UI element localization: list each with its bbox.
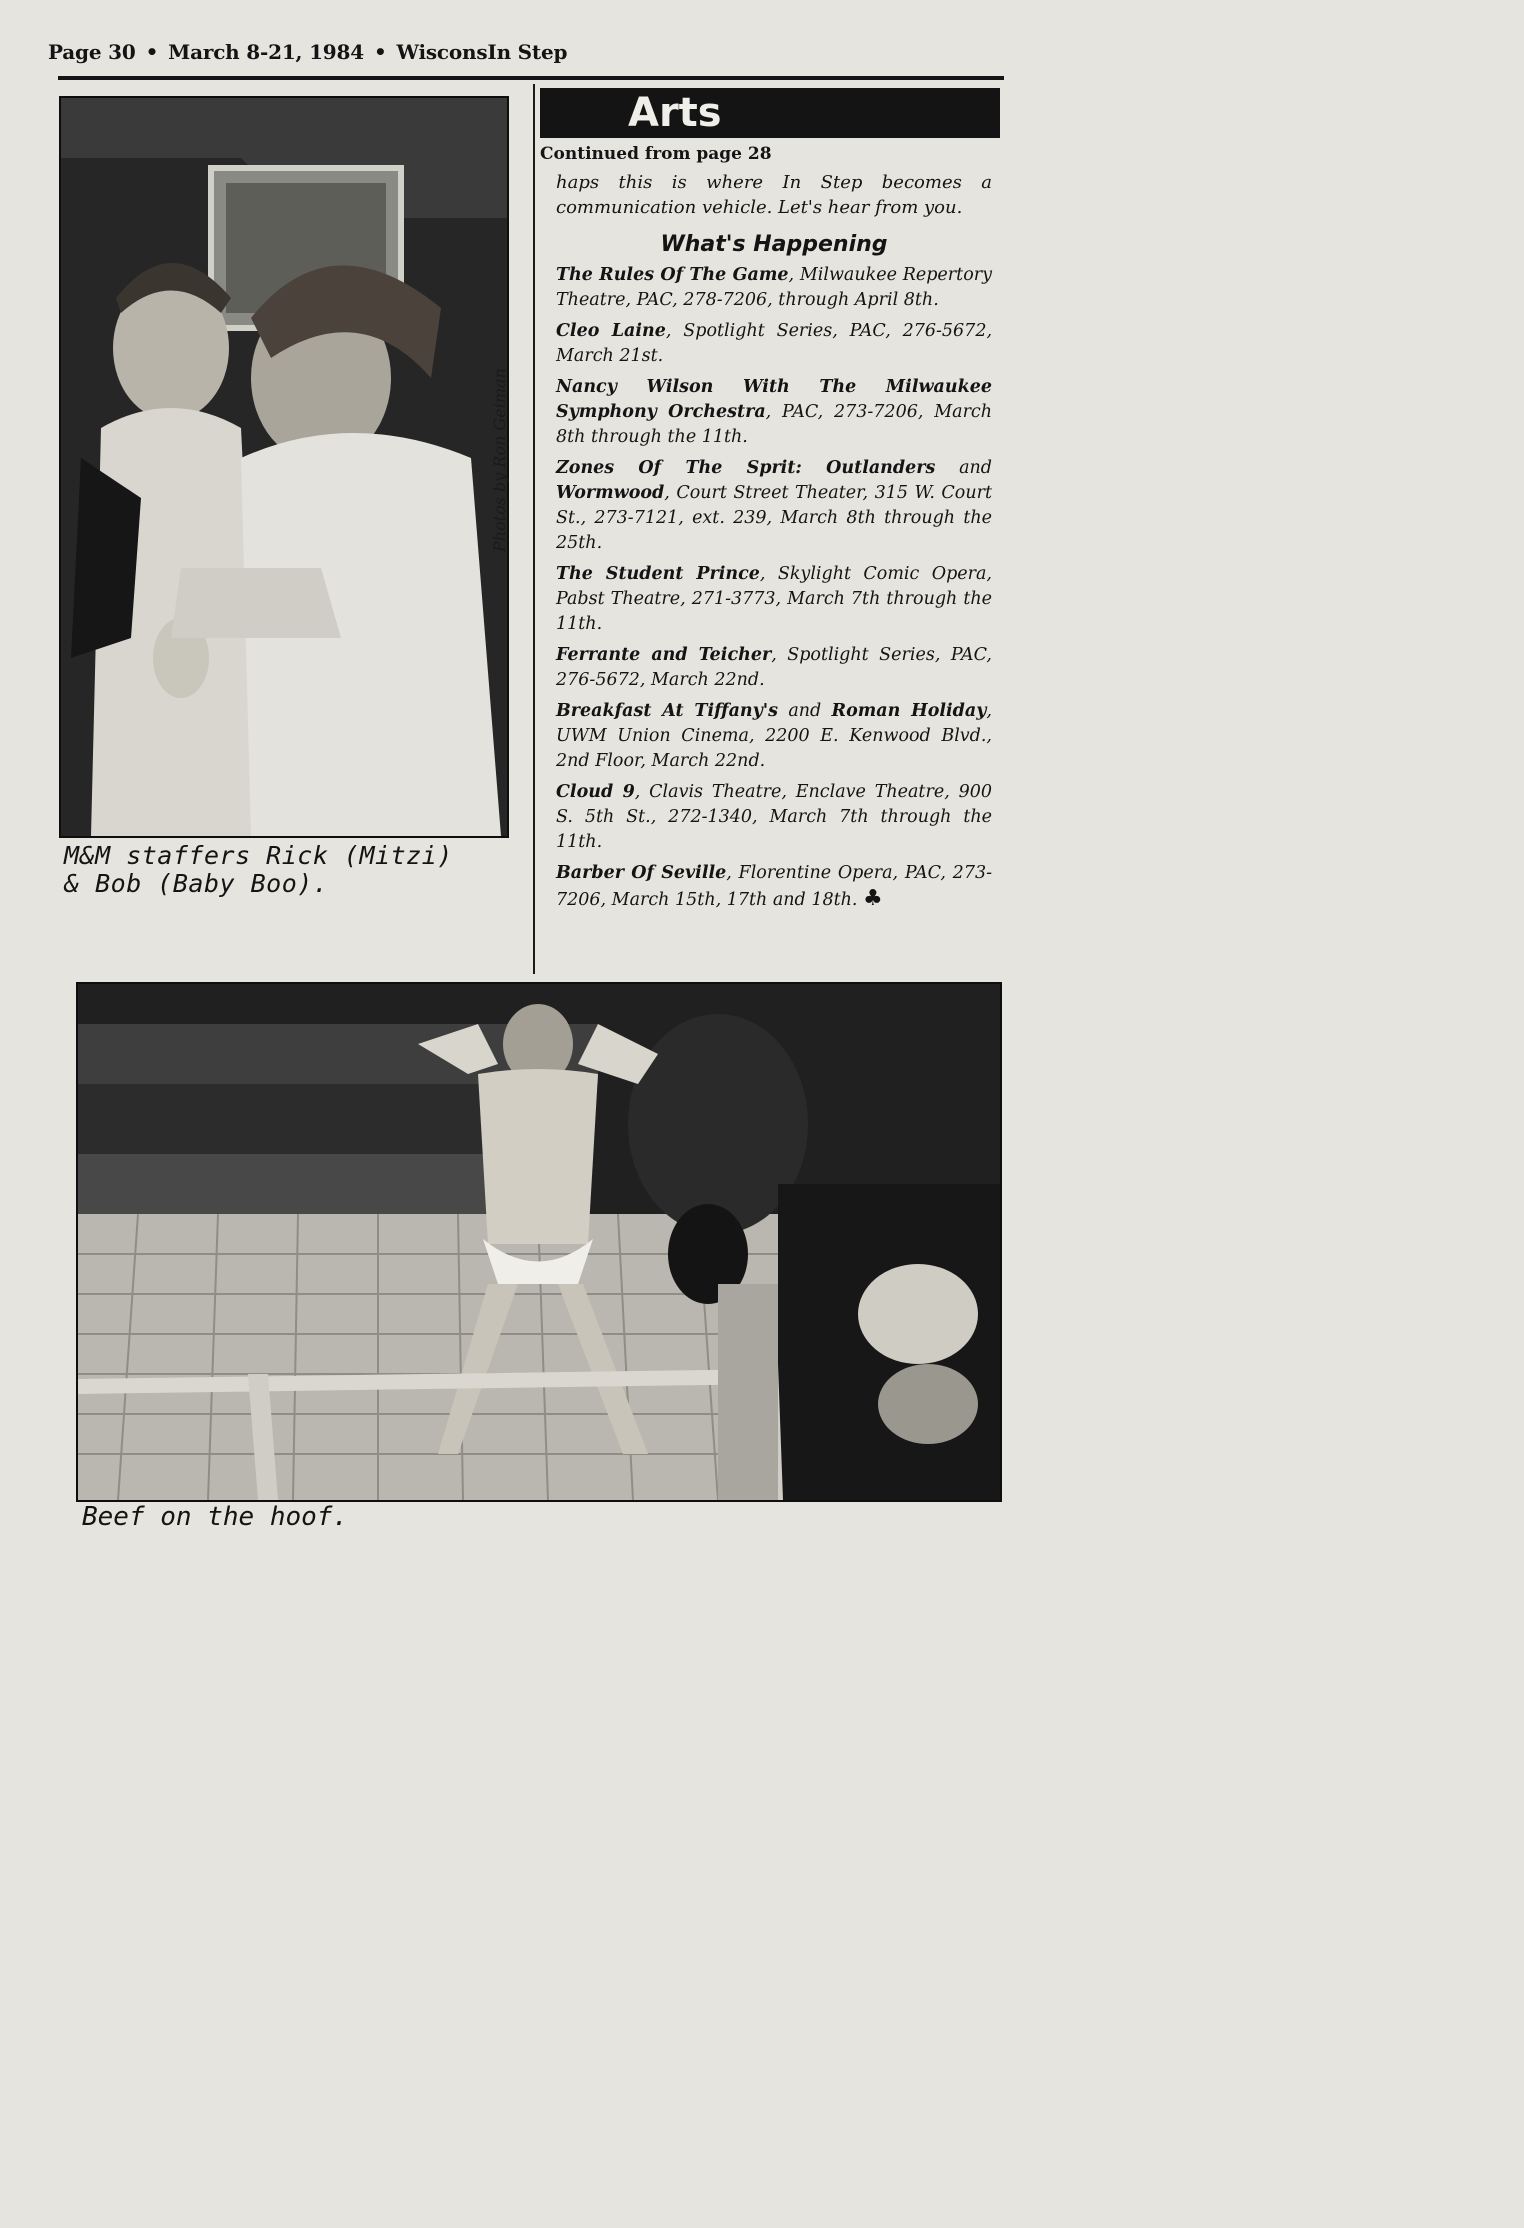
event-item [556, 699, 992, 774]
event-title: Roman Holiday [831, 701, 987, 721]
arts-section-banner [540, 88, 1000, 138]
event-item [556, 263, 992, 313]
event-list [540, 263, 992, 913]
event-details: , Spotlight Series, PAC, 276-5672, March 22nd. [556, 645, 992, 690]
event-item [556, 319, 992, 369]
column-divider [533, 84, 535, 974]
stage-photo-image [78, 984, 1000, 1500]
header-rule [58, 76, 1004, 80]
event-details: , Milwaukee Repertory Theatre, PAC, 278-7206, through April 8th. [556, 265, 992, 310]
lead-paragraph: haps this is where In Step becomes a communication vehicle. Let's hear from you. [556, 172, 992, 218]
continued-note: Continued from page 28 [540, 144, 772, 164]
caption-line: M&M staffers Rick (Mitzi) [64, 841, 453, 870]
event-item [556, 375, 992, 450]
event-conjunction: and [778, 701, 832, 721]
event-title: Ferrante and Teicher [556, 645, 772, 665]
bullet-separator: • [373, 40, 387, 64]
whats-happening-heading: What's Happening [660, 232, 888, 257]
club-end-mark-icon: ♣ [863, 886, 883, 911]
issue-date: March 8-21, 1984 [168, 40, 364, 64]
event-details: , UWM Union Cinema, 2200 E. Kenwood Blvd., 2nd Floor, March 22nd. [556, 701, 992, 771]
event-details: , Clavis Theatre, Enclave Theatre, 900 S. 5th St., 272-1340, March 7th through the 11th. [556, 782, 992, 852]
event-details: , PAC, 273-7206, March 8th through the 11th. [556, 402, 992, 447]
event-item [556, 861, 992, 913]
event-title: Zones Of The Sprit: Outlanders [556, 458, 936, 478]
event-item [556, 562, 992, 637]
photo-caption: Beef on the hoof. [82, 1502, 349, 1532]
page-number: Page 30 [48, 40, 136, 64]
arts-column [540, 142, 992, 919]
event-title: Cloud 9 [556, 782, 635, 802]
event-title: Wormwood [556, 483, 665, 503]
bullet-separator: • [145, 40, 159, 64]
event-item [556, 780, 992, 855]
event-title: Cleo Laine [556, 321, 666, 341]
section-title: Arts [628, 90, 722, 136]
event-title: The Student Prince [556, 564, 760, 584]
page-header [48, 40, 608, 64]
stage-photo [76, 982, 1002, 1502]
event-details: , Court Street Theater, 315 W. Court St., 273-7121, ext. 239, March 8th through the 25th. [556, 483, 992, 553]
event-title: The Rules Of The Game [556, 265, 789, 285]
event-title: Breakfast At Tiffany's [556, 701, 779, 721]
event-item [556, 456, 992, 556]
event-details: , Florentine Opera, PAC, 273-7206, March 15th, 17th and 18th. [556, 863, 992, 910]
photo-caption [64, 842, 504, 898]
event-title: Barber Of Seville [556, 863, 727, 883]
party-photo-image [61, 98, 507, 836]
event-details: , Spotlight Series, PAC, 276-5672, March 21st. [556, 321, 993, 366]
photo-credit: Photos by Ron Geiman [490, 368, 509, 552]
event-conjunction: and [935, 458, 992, 478]
event-title: Nancy Wilson With The Milwaukee Symphony Orchestra [556, 377, 992, 422]
publication-name: WisconsIn Step [396, 40, 568, 64]
party-photo [59, 96, 509, 838]
event-item [556, 643, 992, 693]
caption-line: & Bob (Baby Boo). [64, 869, 329, 898]
event-details: , Skylight Comic Opera, Pabst Theatre, 271-3773, March 7th through the 11th. [556, 564, 992, 634]
